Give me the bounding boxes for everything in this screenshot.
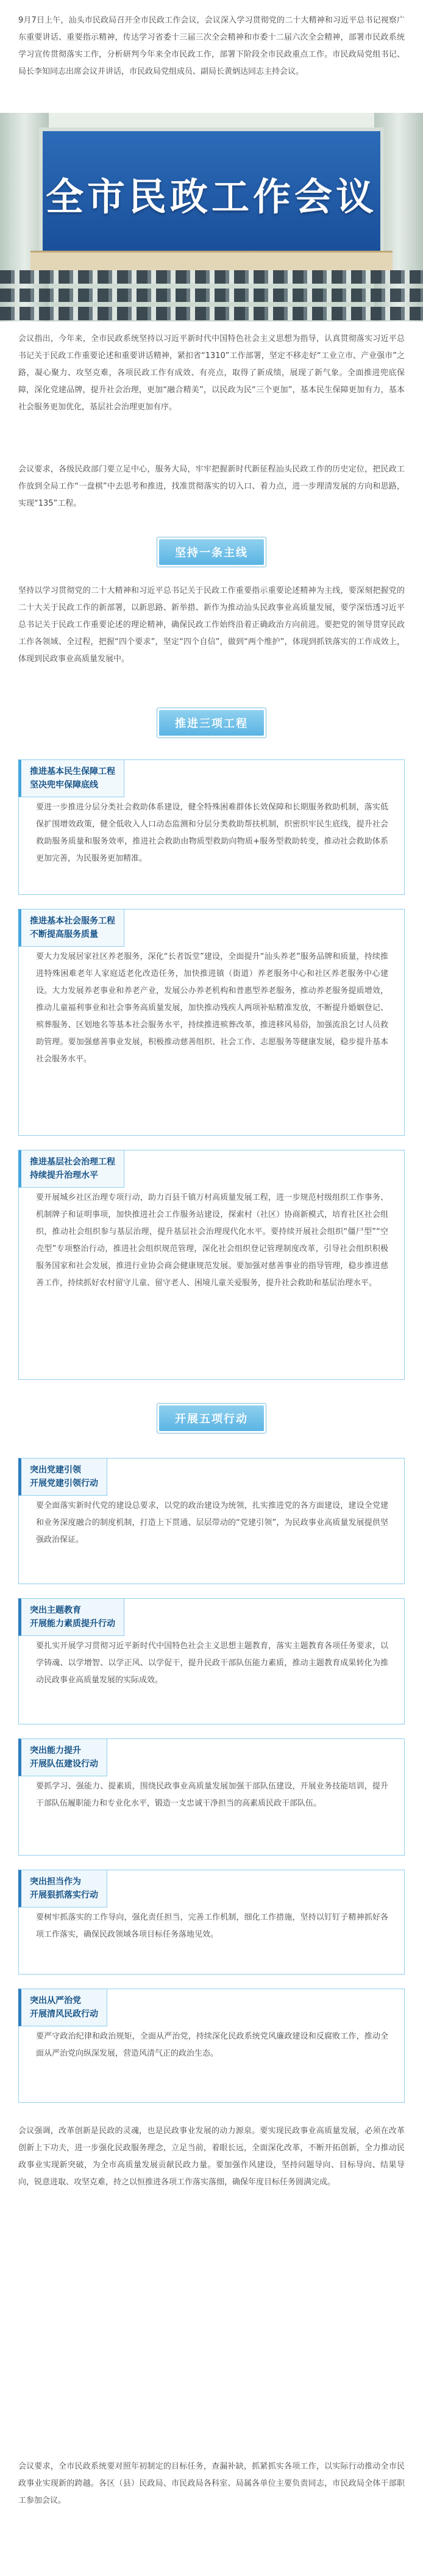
section-header-main-line — [157, 537, 266, 567]
section-header-three-projects — [157, 708, 266, 738]
card-heading-line1: 突出担当作为 — [30, 1877, 81, 1887]
project-card-livelihood — [18, 759, 405, 895]
section-header-five-actions — [157, 1403, 266, 1433]
card-heading-line2: 不断提高服务质量 — [30, 930, 98, 939]
card-heading-line1: 推进基本民生保障工程 — [30, 767, 115, 777]
card-heading-line2: 开展队伍建设行动 — [30, 1759, 98, 1769]
action-card-theme-education — [18, 1598, 405, 1724]
section-title: 坚持一条主线 — [159, 539, 264, 565]
section-title: 开展五项行动 — [159, 1405, 264, 1431]
card-heading-line2: 开展狠抓落实行动 — [30, 1890, 98, 1900]
audience-row — [0, 289, 423, 302]
card-heading-line2: 坚决兜牢保障底线 — [30, 780, 98, 790]
card-heading — [18, 1989, 107, 2026]
audience-row — [0, 307, 423, 320]
card-body: 要严守政治纪律和政治规矩，全面从严治党，持续深化民政系统党风廉政建设和反腐败工作，推动全面从严治党向纵深发展，营造风清气正的政治生态。 — [36, 2032, 388, 2058]
section-title: 推进三项工程 — [159, 710, 264, 736]
meeting-banner: 全市民政工作会议 — [45, 174, 377, 219]
meeting-summary: 会议指出，今年来，全市民政系统坚持以习近平新时代中国特色社会主义思想为指导，认真贯彻落实习近平总书记关于民政工作重要论述和重要讲话精神，紧扣省“1310”工作部署，坚定不移走好“工业立市、产业强市”之路，凝心聚力、攻坚克难，各项民政工作有成效、有亮点，取得了新成绩，展现了新气象。全面推进兜底保障，深化党建品牌，提升社会治理，更加“融合精美”，以民政为民“三个更加”，基本民生保障更加有力，基本社会服务更加优化，基层社会治理更加有序。 — [18, 334, 405, 412]
meeting-requirements: 会议要求，各级民政部门要立足中心，服务大局，牢牢把握新时代新征程汕头民政工作的历史定位，把民政工作放到全局工作“一盘棋”中去思考和推进，找准贯彻落实的切入口、着力点，进一步理清发展的方向和思路，实现“135”工程。 — [18, 465, 405, 508]
card-heading-line1: 突出从严治党 — [30, 1996, 81, 2006]
card-heading-line1: 突出主题教育 — [30, 1606, 81, 1615]
closing-paragraph: 会议强调，改革创新是民政的灵魂，也是民政事业发展的动力源泉。要实现民政事业高质量发展，必须在改革创新上下功夫，进一步强化民政服务理念，立足当前，着眼长远，全面深化改革，不断开拓创新，全力推动民政事业实现新突破，为全市高质量发展贡献民政力量。要加强作风建设，坚持问题导向、目标导向、结果导向，锐意进取、攻坚克难，持之以恒推进各项工作落实落细，确保年度目标任务圆满完成。 — [18, 2126, 405, 2187]
card-heading — [18, 1458, 107, 1496]
audience-rows — [0, 270, 423, 321]
audience-row — [0, 270, 423, 284]
project-card-governance — [18, 1150, 405, 1380]
card-heading-line1: 推进基层社会治理工程 — [30, 1157, 115, 1167]
card-heading — [18, 759, 124, 797]
card-heading-line2: 开展清风民政行动 — [30, 2009, 98, 2019]
card-heading-line1: 突出能力提升 — [30, 1746, 81, 1756]
action-card-implementation — [18, 1870, 405, 1975]
card-heading — [18, 1150, 124, 1188]
card-heading-line2: 持续提升治理水平 — [30, 1171, 98, 1180]
card-body: 要抓学习、强能力、提素质，围绕民政事业高质量发展加强干部队伍建设，开展业务技能培训，提升干部队伍履职能力和专业化水平，锻造一支忠诚干净担当的高素质民政干部队伍。 — [36, 1782, 388, 1808]
podium-table — [30, 251, 393, 271]
intro-paragraph: 9月7日上午，汕头市民政局召开全市民政工作会议，会议深入学习贯彻党的二十大精神和习近平总书记视察广东重要讲话、重要指示精神，传达学习省委十三届三次全会精神和市委十二届六次全会精神，部署市民政系统学习宣传贯彻落实工作，分析研判今年来全市民政工作，部署下阶段全市民政重点工作。市民政局党组书记、局长李知同志出席会议并讲话，市民政局党组成员、副局长黄炳达同志主持会议。 — [18, 16, 405, 76]
card-heading-line2: 开展能力素质提升行动 — [30, 1619, 115, 1629]
action-card-integrity — [18, 1989, 405, 2103]
card-body: 要开展城乡社区治理专项行动，助力百县千镇万村高质量发展工程，进一步规范村级组织工作事务、机制牌子和证明事项，加快推进社会工作服务站建设，探索村（社区）协商新模式，培育社区社会组织，推动社会组织参与基层治理，提升基层社会治理现代化水平。要持续开展社会组织“僵尸型”“空壳型”专项整治行动，推进社会组织规范管理，深化社会组织登记管理制度改革，引导社会组织积极服务国家和社会发展，推进行业协会商会健康规范发展。要加强对慈善事业的指导管理，稳步推进慈善工作，持续抓好农村留守儿童、留守老人、困境儿童关爱服务，提升社会救助和基层治理水平。 — [36, 1193, 388, 1288]
card-heading-line2: 开展党建引领行动 — [30, 1479, 98, 1488]
card-heading — [18, 1870, 107, 1907]
card-body: 要进一步推进分层分类社会救助体系建设，健全特殊困难群体长效保障和长期服务救助机制，落实低保扩围增效政策，健全低收入人口动态监测和分层分类救助帮扶机制，织密织牢民生底线，提升社会救助服务质量和服务效率，推进社会救助由物质型救助向物质+服务型救助转变，推动社会救助体系更加完善，为民服务更加精准。 — [36, 803, 388, 863]
main-line-paragraph: 坚持以学习贯彻党的二十大精神和习近平总书记关于民政工作重要指示重要论述精神为主线，要深刻把握党的二十大关于民政工作的新部署，以新思路、新举措、新作为推动汕头民政事业高质量发展，要学深悟透习近平总书记关于民政工作重要论述的理论精神，确保民政工作始终沿着正确政治方向前进。要把党的领导贯穿民政工作各领域、全过程，把握“四个要求”，坚定“四个自信”，做到“两个维护”，体现到抓铁落实的工作成效上，体现到民政事业高质量发展中。 — [18, 586, 405, 664]
action-card-team-building — [18, 1738, 405, 1856]
card-heading-line1: 突出党建引领 — [30, 1465, 81, 1475]
project-card-social-service — [18, 909, 405, 1136]
card-heading — [18, 1738, 107, 1776]
card-body: 要扎实开展学习贯彻习近平新时代中国特色社会主义思想主题教育，落实主题教育各项任务要求，以学铸魂、以学增智、以学正风、以学促干，提升民政干部队伍能力素质，推动主题教育成果转化为推动民政事业高质量发展的实际成效。 — [36, 1641, 388, 1685]
card-body: 要全面落实新时代党的建设总要求，以党的政治建设为统领，扎实推进党的各方面建设，建设全党建和业务深度融合的制度机制，打造上下贯通、层层带动的“党建引领”，为民政事业高质量发展提供坚强政治保证。 — [36, 1501, 388, 1545]
card-heading — [18, 1598, 124, 1636]
meeting-photo — [0, 113, 423, 321]
card-heading — [18, 909, 124, 947]
card-body: 要大力发展居家社区养老服务，深化“长者饭堂”建设，全面提升“汕头养老”服务品牌和质量，持续推进特殊困难老年人家庭适老化改造任务，加快推进镇（街道）养老服务中心和社区养老服务中心建设。大力发展养老事业和养老产业，发展公办养老机构和普惠型养老服务，推动养老服务提质增效，推动儿童福利事业和社会事务高质量发展，加快推动残疾人两项补贴精准发放，不断提升婚姻登记、殡葬服务、区划地名等基本社会服务水平，持续推进殡葬改革，推进移风易俗，加强流浪乞讨人员救助管理。要加强慈善事业发展，积极推动慈善组织、社会工作、志愿服务等健康发展，稳步提升基本社会服务水平。 — [36, 952, 388, 1064]
card-body: 要树牢抓落实的工作导向，强化责任担当，完善工作机制，细化工作措施，坚持以钉钉子精神抓好各项工作落实，确保民政领域各项目标任务落地见效。 — [36, 1913, 388, 1939]
attendees-paragraph: 会议要求，全市民政系统要对照年初制定的目标任务，查漏补缺，抓紧抓实各项工作，以实际行动推动全市民政事业实现新的跨越。各区（县）民政局、市民政局各科室、局属各单位主要负责同志，市民政局全体干部职工参加会议。 — [18, 2462, 405, 2505]
card-heading-line1: 推进基本社会服务工程 — [30, 916, 115, 926]
action-card-party-building — [18, 1458, 405, 1584]
